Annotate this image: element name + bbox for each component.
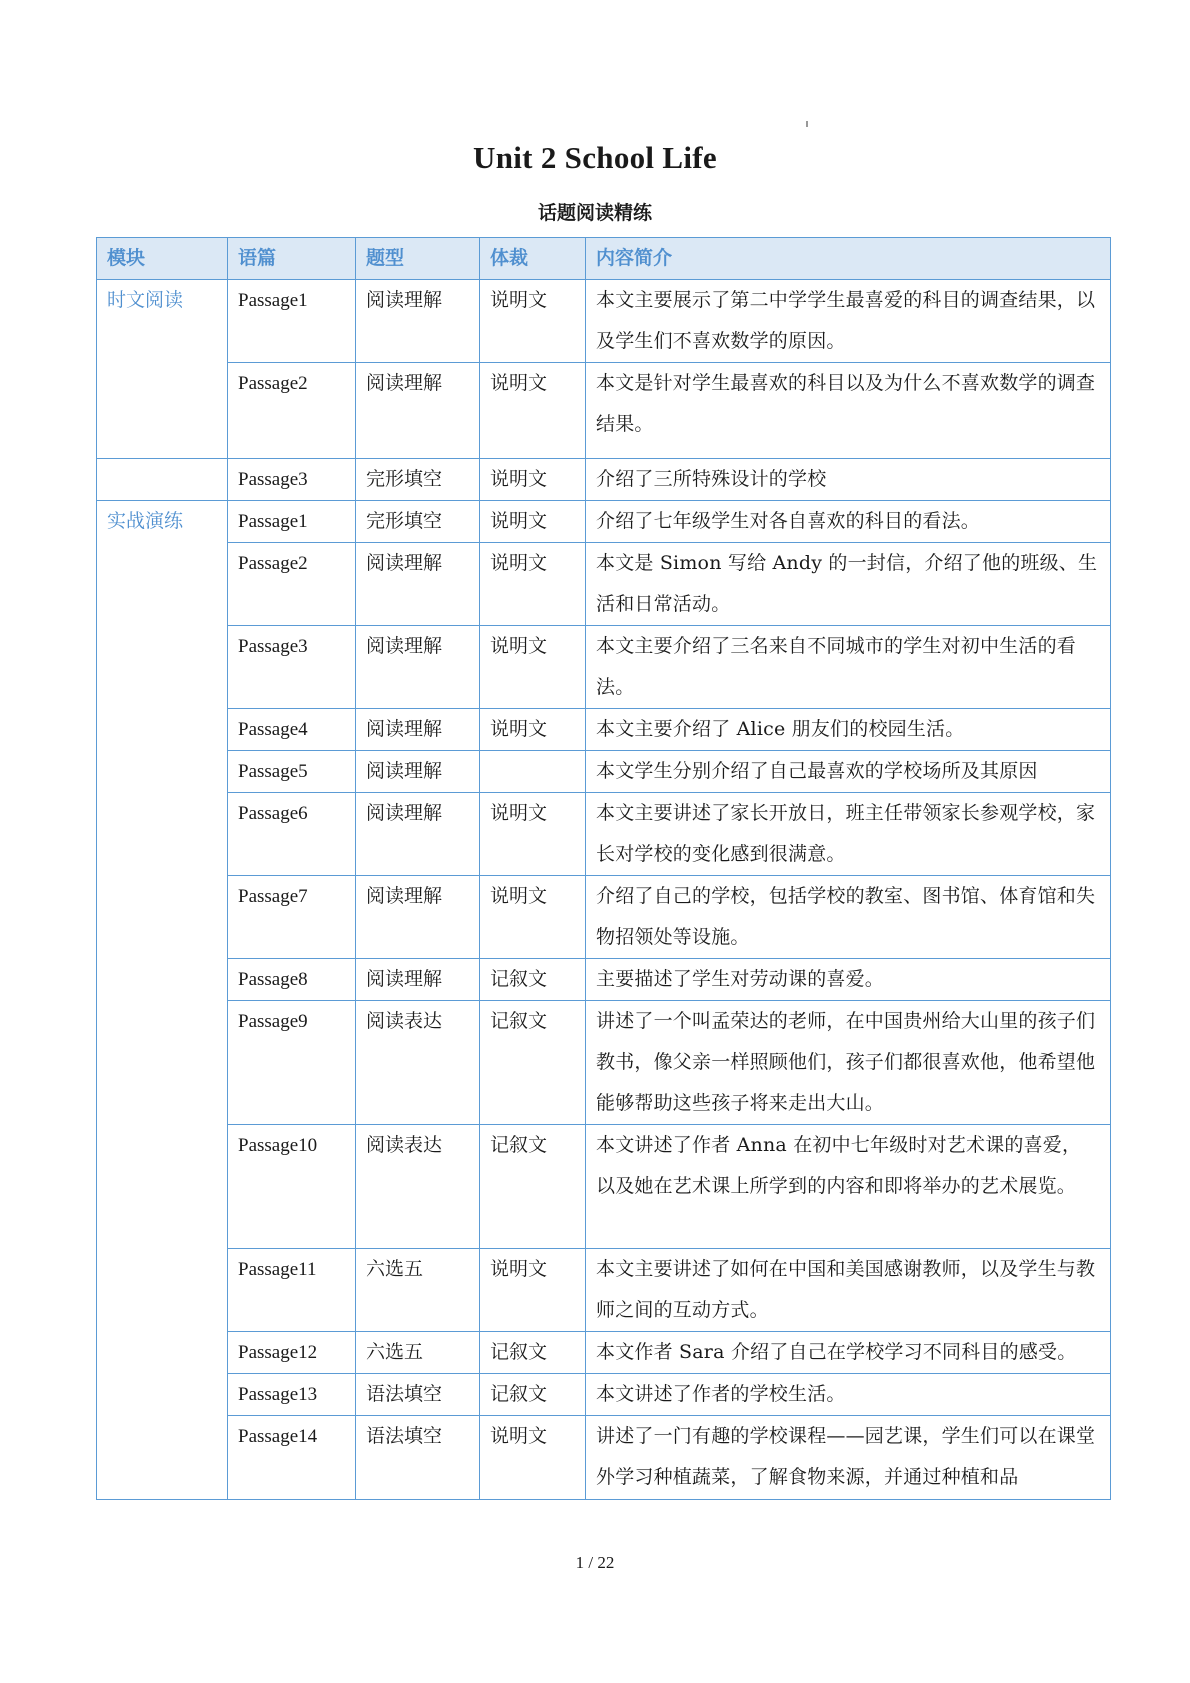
page-subtitle: 话题阅读精练	[537, 202, 652, 224]
table-row	[97, 876, 1111, 959]
table-row	[97, 1249, 1111, 1332]
cell-type: 阅读理解	[356, 876, 480, 959]
cell-type: 阅读理解	[356, 709, 480, 751]
table-row	[97, 1125, 1111, 1249]
scan-mark	[806, 121, 808, 127]
cell-type: 六选五	[356, 1249, 480, 1332]
table-row	[97, 1416, 1111, 1500]
page-number: 1 / 22	[575, 1553, 615, 1572]
table-row	[97, 501, 1111, 543]
page-title: Unit 2 School Life	[473, 140, 717, 175]
table-row	[97, 959, 1111, 1001]
table-row	[97, 709, 1111, 751]
cell-summary: 介绍了自己的学校，包括学校的教室、图书馆、体育馆和失物招领处等设施。	[586, 876, 1111, 959]
cell-summary: 本文主要介绍了三名来自不同城市的学生对初中生活的看法。	[586, 626, 1111, 709]
cell-summary: 讲述了一门有趣的学校课程——园艺课，学生们可以在课堂外学习种植蔬菜，了解食物来源，并通过种植和品	[586, 1416, 1111, 1500]
cell-genre: 说明文	[480, 709, 586, 751]
cell-type: 语法填空	[356, 1416, 480, 1500]
cell-passage: Passage4	[228, 709, 356, 751]
cell-summary: 本文主要展示了第二中学学生最喜爱的科目的调查结果，以及学生们不喜欢数学的原因。	[586, 280, 1111, 363]
cell-passage: Passage1	[228, 501, 356, 543]
cell-summary: 本文主要讲述了如何在中国和美国感谢教师，以及学生与教师之间的互动方式。	[586, 1249, 1111, 1332]
cell-genre: 记叙文	[480, 1125, 586, 1249]
table-row	[97, 280, 1111, 363]
table-row	[97, 1001, 1111, 1125]
cell-type: 完形填空	[356, 501, 480, 543]
cell-passage: Passage5	[228, 751, 356, 793]
cell-genre: 说明文	[480, 459, 586, 501]
table-header-row	[97, 238, 1111, 280]
cell-summary: 本文主要介绍了 Alice 朋友们的校园生活。	[586, 709, 1111, 751]
cell-summary: 介绍了三所特殊设计的学校	[586, 459, 1111, 501]
section-label-shizhan: 实战演练	[97, 501, 228, 1500]
section-label-shiwen: 时文阅读	[97, 280, 228, 459]
cell-summary: 本文讲述了作者 Anna 在初中七年级时对艺术课的喜爱，以及她在艺术课上所学到的内容和即将举办的艺术展览。	[586, 1125, 1111, 1249]
cell-passage: Passage14	[228, 1416, 356, 1500]
cell-type: 阅读理解	[356, 280, 480, 363]
table-row	[97, 363, 1111, 459]
cell-passage: Passage2	[228, 543, 356, 626]
cell-genre	[480, 751, 586, 793]
cell-passage: Passage11	[228, 1249, 356, 1332]
header-genre: 体裁	[480, 238, 586, 280]
cell-genre: 记叙文	[480, 1332, 586, 1374]
cell-passage: Passage6	[228, 793, 356, 876]
cell-module-empty	[97, 459, 228, 501]
cell-genre: 记叙文	[480, 959, 586, 1001]
cell-summary: 本文是针对学生最喜欢的科目以及为什么不喜欢数学的调查结果。	[586, 363, 1111, 459]
table-row	[97, 751, 1111, 793]
cell-type: 阅读表达	[356, 1125, 480, 1249]
table-row	[97, 459, 1111, 501]
cell-summary: 讲述了一个叫孟荣达的老师，在中国贵州给大山里的孩子们教书，像父亲一样照顾他们，孩子们都很喜欢他，他希望他能够帮助这些孩子将来走出大山。	[586, 1001, 1111, 1125]
cell-passage: Passage2	[228, 363, 356, 459]
cell-genre: 记叙文	[480, 1374, 586, 1416]
cell-summary: 本文是 Simon 写给 Andy 的一封信，介绍了他的班级、生活和日常活动。	[586, 543, 1111, 626]
cell-summary: 本文学生分别介绍了自己最喜欢的学校场所及其原因	[586, 751, 1111, 793]
cell-genre: 说明文	[480, 1416, 586, 1500]
cell-type: 阅读理解	[356, 793, 480, 876]
cell-type: 阅读理解	[356, 363, 480, 459]
cell-genre: 说明文	[480, 626, 586, 709]
header-passage: 语篇	[228, 238, 356, 280]
table-row	[97, 543, 1111, 626]
cell-type: 阅读理解	[356, 543, 480, 626]
header-type: 题型	[356, 238, 480, 280]
table-row	[97, 626, 1111, 709]
cell-passage: Passage12	[228, 1332, 356, 1374]
cell-genre: 说明文	[480, 543, 586, 626]
table-row	[97, 1332, 1111, 1374]
cell-passage: Passage8	[228, 959, 356, 1001]
cell-passage: Passage13	[228, 1374, 356, 1416]
cell-passage: Passage3	[228, 459, 356, 501]
cell-type: 阅读表达	[356, 1001, 480, 1125]
cell-genre: 说明文	[480, 501, 586, 543]
cell-summary: 介绍了七年级学生对各自喜欢的科目的看法。	[586, 501, 1111, 543]
cell-type: 阅读理解	[356, 751, 480, 793]
header-module: 模块	[97, 238, 228, 280]
cell-summary: 本文主要讲述了家长开放日，班主任带领家长参观学校，家长对学校的变化感到很满意。	[586, 793, 1111, 876]
cell-genre: 说明文	[480, 876, 586, 959]
cell-type: 语法填空	[356, 1374, 480, 1416]
cell-genre: 说明文	[480, 793, 586, 876]
cell-passage: Passage1	[228, 280, 356, 363]
cell-type: 六选五	[356, 1332, 480, 1374]
cell-genre: 说明文	[480, 1249, 586, 1332]
cell-type: 阅读理解	[356, 959, 480, 1001]
cell-passage: Passage7	[228, 876, 356, 959]
cell-summary: 本文作者 Sara 介绍了自己在学校学习不同科目的感受。	[586, 1332, 1111, 1374]
cell-genre: 说明文	[480, 363, 586, 459]
table-row	[97, 1374, 1111, 1416]
table-row	[97, 793, 1111, 876]
cell-genre: 记叙文	[480, 1001, 586, 1125]
header-summary: 内容简介	[586, 238, 1111, 280]
passage-table	[96, 237, 1111, 1500]
cell-summary: 本文讲述了作者的学校生活。	[586, 1374, 1111, 1416]
cell-type: 阅读理解	[356, 626, 480, 709]
cell-genre: 说明文	[480, 280, 586, 363]
cell-passage: Passage9	[228, 1001, 356, 1125]
cell-passage: Passage3	[228, 626, 356, 709]
cell-type: 完形填空	[356, 459, 480, 501]
cell-summary: 主要描述了学生对劳动课的喜爱。	[586, 959, 1111, 1001]
cell-passage: Passage10	[228, 1125, 356, 1249]
